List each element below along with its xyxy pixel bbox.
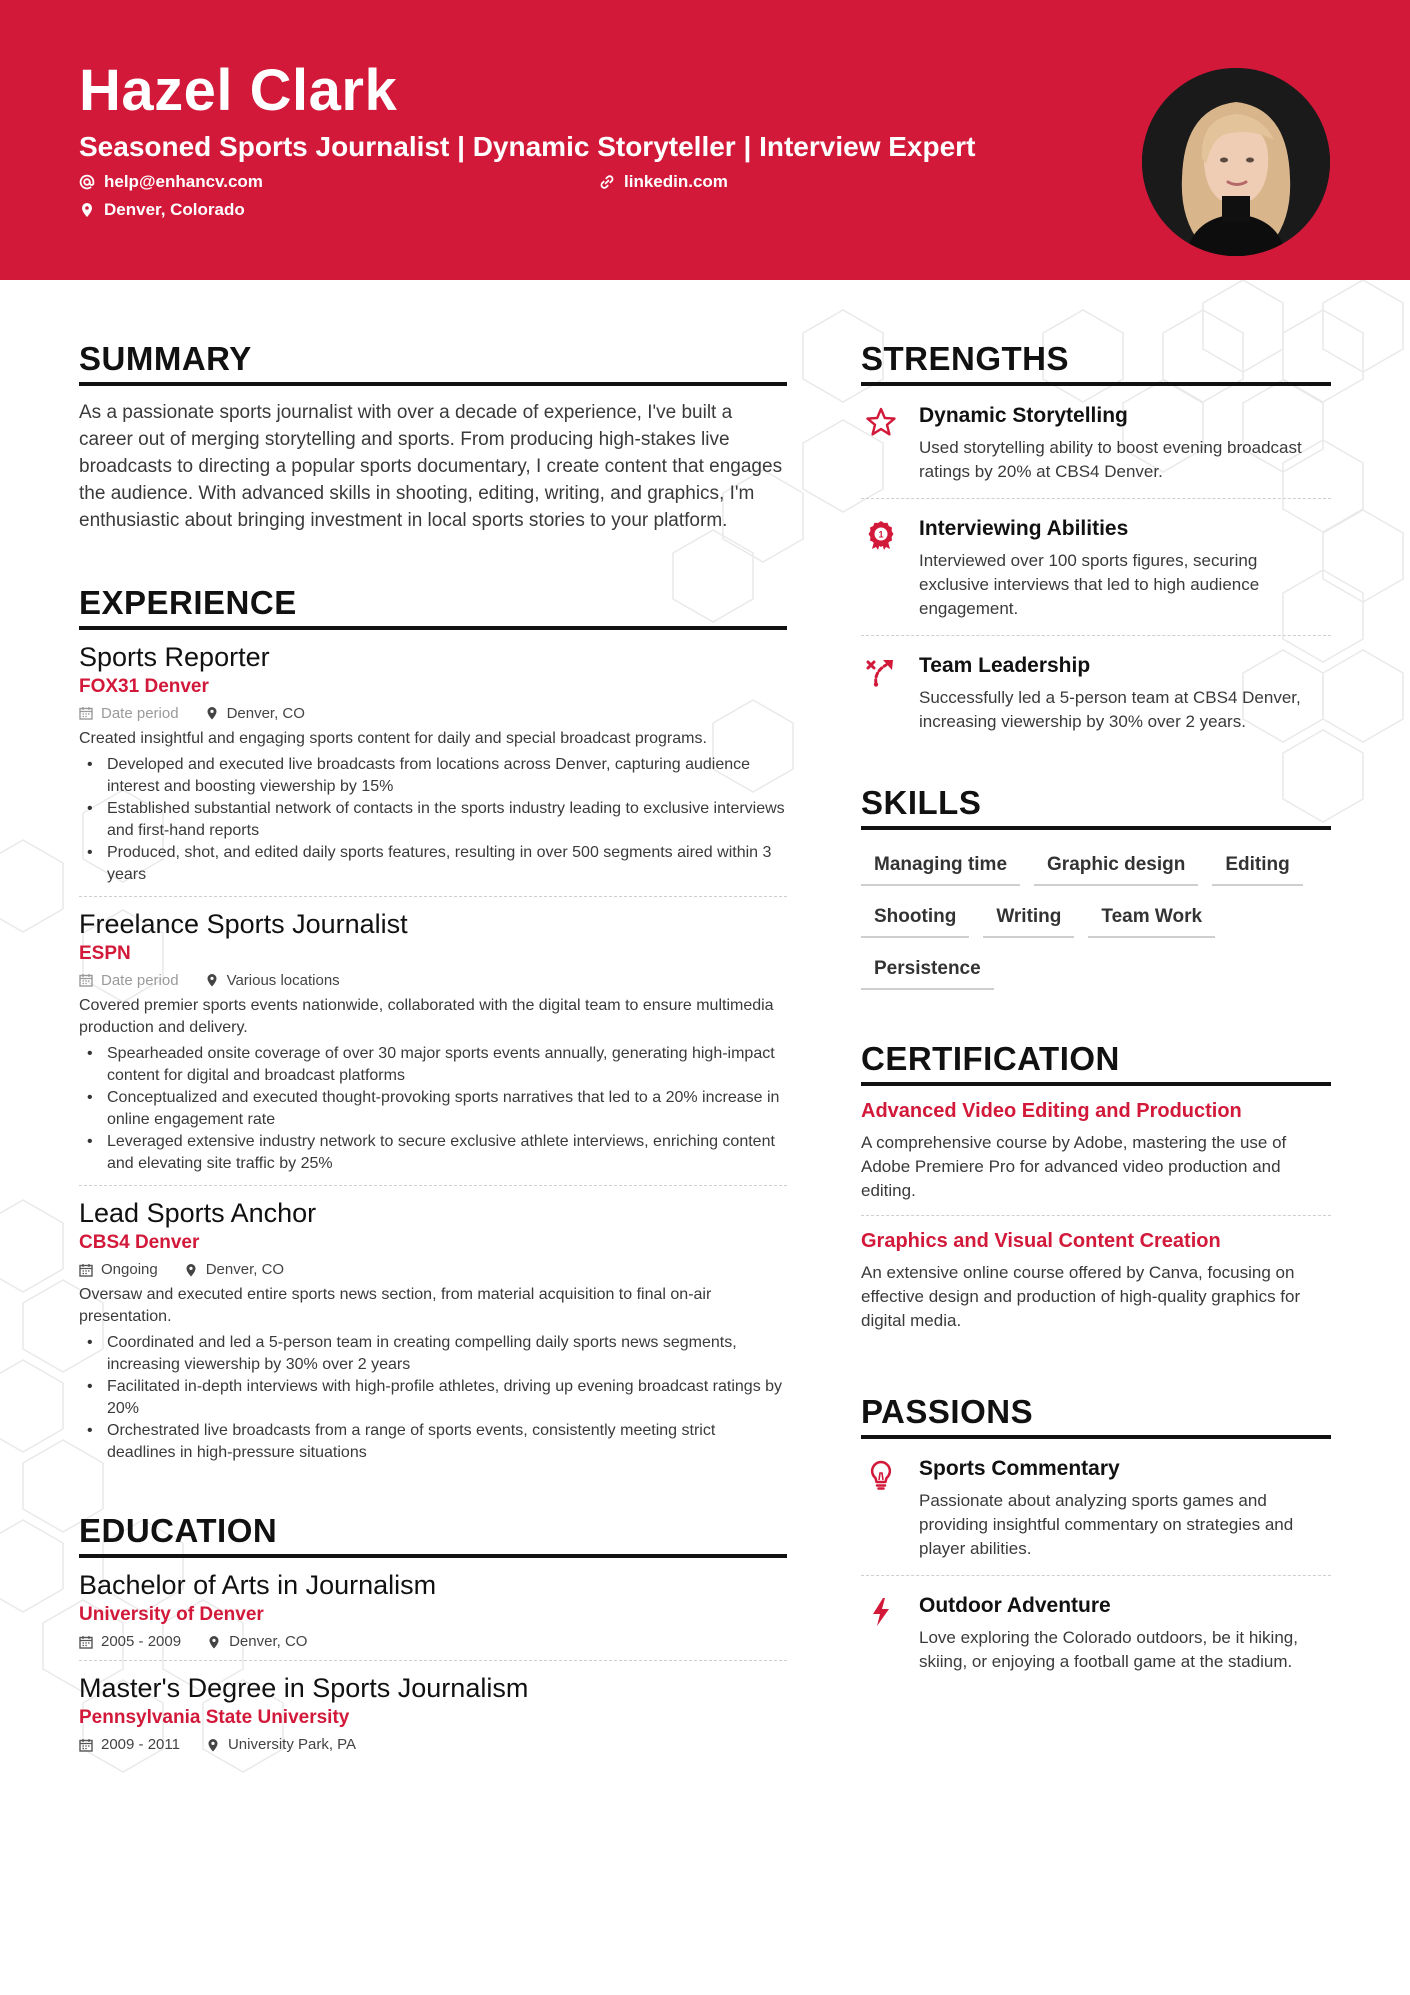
school-name: Pennsylvania State University [79,1707,350,1729]
map-pin-icon [79,202,95,218]
education-date-text: 2005 - 2009 [101,1633,182,1650]
job-bullet: • Conceptualized and executed thought-provoking sports narratives that led to a 20% increase in online engagement rate [79,1087,787,1131]
job-location-text: Various locations [226,971,340,989]
strength-item [861,499,1331,636]
education-entry [79,1558,787,1661]
strength-description: Used storytelling ability to boost evening broadcast ratings by 20% at CBS4 Denver. [919,437,1302,481]
passion-title: Outdoor Adventure [919,1593,1111,1617]
passion-item [861,1576,1331,1688]
job-date [79,705,179,722]
profile-photo [1142,68,1330,256]
strength-title: Interviewing Abilities [919,516,1129,540]
skill-tag: Team Work [1088,900,1215,938]
summary-text: As a passionate sports journalist with over a decade of experience, I've built a career out of merging storytelling and sports. From producing high-stakes live broadcasts to directing a popular sports documentary, I create content that engages the audience. With advanced skills in shooting, editing, writing, and graphics, I'm enthusiastic about bringing investment in local sports stories to your platform. [79,401,783,531]
company-name: CBS4 Denver [79,1232,200,1254]
left-column [79,340,787,1763]
lightbulb-icon [865,1459,897,1491]
certification-title: Graphics and Visual Content Creation [861,1229,1221,1252]
contact-linkedin[interactable] [599,173,728,190]
job-title: Lead Sports Anchor [79,1197,317,1228]
experience-section [79,584,787,1474]
strength-title: Team Leadership [919,653,1091,677]
job-meta [79,1261,787,1278]
job-date [79,1261,158,1278]
map-pin-icon [184,1263,198,1277]
passion-item [861,1439,1331,1576]
calendar-icon [79,1738,93,1752]
calendar-icon [79,973,93,987]
education-location-text: University Park, PA [227,1736,357,1754]
certification-description: An extensive online course offered by Canva, focusing on effective design and production of high-quality graphics for digital media. [861,1262,1301,1330]
lightning-icon [865,1596,897,1628]
job-bullet: • Developed and executed live broadcasts from locations across Denver, capturing audience interest and boosting viewership by 15% [79,754,787,798]
job-description: Oversaw and executed entire sports news section, from material acquisition to final on-air presentation. [79,1286,712,1326]
certification-title: Advanced Video Editing and Production [861,1099,1242,1122]
school-name: University of Denver [79,1604,264,1625]
job-bullet: • Established substantial network of contacts in the sports industry leading to exclusive interviews and first-hand reports [79,798,787,842]
job-bullet: • Orchestrated live broadcasts from a range of sports events, consistently meeting strict deadlines in high-pressure situations [79,1420,787,1464]
job-description: Created insightful and engaging sports content for daily and special broadcast programs. [79,729,707,747]
strength-description: Interviewed over 100 sports figures, securing exclusive interviews that led to high audience engagement. [919,550,1260,618]
certification-item [861,1086,1331,1216]
job-meta [79,972,787,989]
education-date [79,1633,181,1650]
job-bullets [79,1332,787,1464]
education-location [206,1736,356,1753]
job-location-text: Denver, CO [226,704,305,722]
skill-tag: Shooting [861,900,969,938]
skill-tag: Persistence [861,952,994,990]
email-text: help@enhancv.com [104,172,263,191]
svg-text:1: 1 [878,529,884,540]
contact-location [79,201,245,218]
skills-heading: SKILLS [861,784,1331,830]
experience-heading: EXPERIENCE [79,584,787,630]
strengths-heading: STRENGTHS [861,340,1331,386]
job-location [184,1261,284,1278]
education-meta [79,1633,787,1650]
strategy-icon [865,656,897,688]
resume-header [0,0,1410,280]
education-date [79,1736,180,1753]
job-date-text: Date period [101,704,179,722]
education-location [207,1633,307,1650]
job-date-text: Ongoing [101,1261,158,1279]
company-name: FOX31 Denver [79,675,209,697]
contact-email[interactable] [79,173,263,190]
job-date-text: Date period [101,971,179,989]
education-meta [79,1736,787,1753]
linkedin-text: linkedin.com [624,172,728,191]
location-text: Denver, Colorado [104,200,245,219]
certification-section [861,1040,1331,1345]
skill-tag: Managing time [861,848,1020,886]
passion-description: Passionate about analyzing sports games and providing insightful commentary on strategies and player abilities. [919,1490,1294,1558]
summary-section [79,340,787,534]
strength-item [861,386,1331,499]
education-heading: EDUCATION [79,1512,787,1558]
job-title: Sports Reporter [79,641,270,672]
education-date-text: 2009 - 2011 [101,1736,180,1754]
strength-title: Dynamic Storytelling [919,403,1128,427]
job-bullet: • Spearheaded onsite coverage of over 30 major sports events annually, generating high-impact content for digital and broadcast platforms [79,1043,787,1087]
company-name: ESPN [79,942,131,964]
job-title: Freelance Sports Journalist [79,908,408,939]
job-bullet: • Coordinated and led a 5-person team in creating compelling daily sports news segments, increasing viewership by 30% over 2 years [79,1332,787,1376]
right-column [861,340,1331,1688]
candidate-name: Hazel Clark [79,58,398,123]
job-meta [79,705,787,722]
skill-tag: Graphic design [1034,848,1198,886]
calendar-icon [79,1263,93,1277]
passions-section [861,1393,1331,1688]
link-icon [599,174,615,190]
strengths-section [861,340,1331,748]
calendar-icon [79,1635,93,1649]
job-bullets [79,754,787,886]
strength-description: Successfully led a 5-person team at CBS4 Denver, increasing viewership by 30% over 2 years. [919,687,1301,731]
summary-heading: SUMMARY [79,340,787,386]
calendar-icon [79,706,93,720]
education-location-text: Denver, CO [229,1633,308,1650]
passion-title: Sports Commentary [919,1456,1120,1480]
passions-heading: PASSIONS [861,1393,1331,1439]
candidate-headline: Seasoned Sports Journalist | Dynamic Storyteller | Interview Expert [79,131,976,162]
map-pin-icon [205,973,219,987]
map-pin-icon [207,1635,221,1649]
job-bullet: • Leveraged extensive industry network to secure exclusive athlete interviews, enriching content and elevating site traffic by 25% [79,1131,787,1175]
passion-description: Love exploring the Colorado outdoors, be it hiking, skiing, or enjoying a football game at the stadium. [919,1627,1298,1671]
job-description: Covered premier sports events nationwide, collaborated with the digital team to ensure multimedia production and delivery. [79,996,774,1036]
job-bullet: • Facilitated in-depth interviews with high-profile athletes, driving up evening broadcast ratings by 20% [79,1376,787,1420]
certification-heading: CERTIFICATION [861,1040,1331,1086]
experience-entry [79,630,787,897]
strength-item [861,636,1331,748]
job-location-text: Denver, CO [205,1261,285,1279]
skill-tag: Writing [983,900,1074,938]
degree-title: Bachelor of Arts in Journalism [79,1569,437,1600]
at-sign-icon [79,174,95,190]
job-location [205,972,340,989]
job-location [205,705,305,722]
job-bullets [79,1043,787,1175]
map-pin-icon [205,706,219,720]
portrait-illustration [1142,68,1330,256]
experience-entry [79,1186,787,1474]
degree-title: Master's Degree in Sports Journalism [79,1673,529,1703]
certification-item [861,1216,1331,1345]
education-section [79,1512,787,1763]
skills-list [861,848,1331,990]
education-entry [79,1661,787,1763]
job-date [79,972,179,989]
experience-entry [79,897,787,1186]
ribbon-award-icon [865,519,897,551]
skills-section [861,784,1331,990]
map-pin-icon [206,1738,220,1752]
job-bullet: • Produced, shot, and edited daily sports features, resulting in over 500 segments aired within 3 years [79,842,787,886]
star-icon [865,406,897,438]
skill-tag: Editing [1212,848,1302,886]
certification-description: A comprehensive course by Adobe, mastering the use of Adobe Premiere Pro for advanced video production and editing. [861,1132,1287,1200]
